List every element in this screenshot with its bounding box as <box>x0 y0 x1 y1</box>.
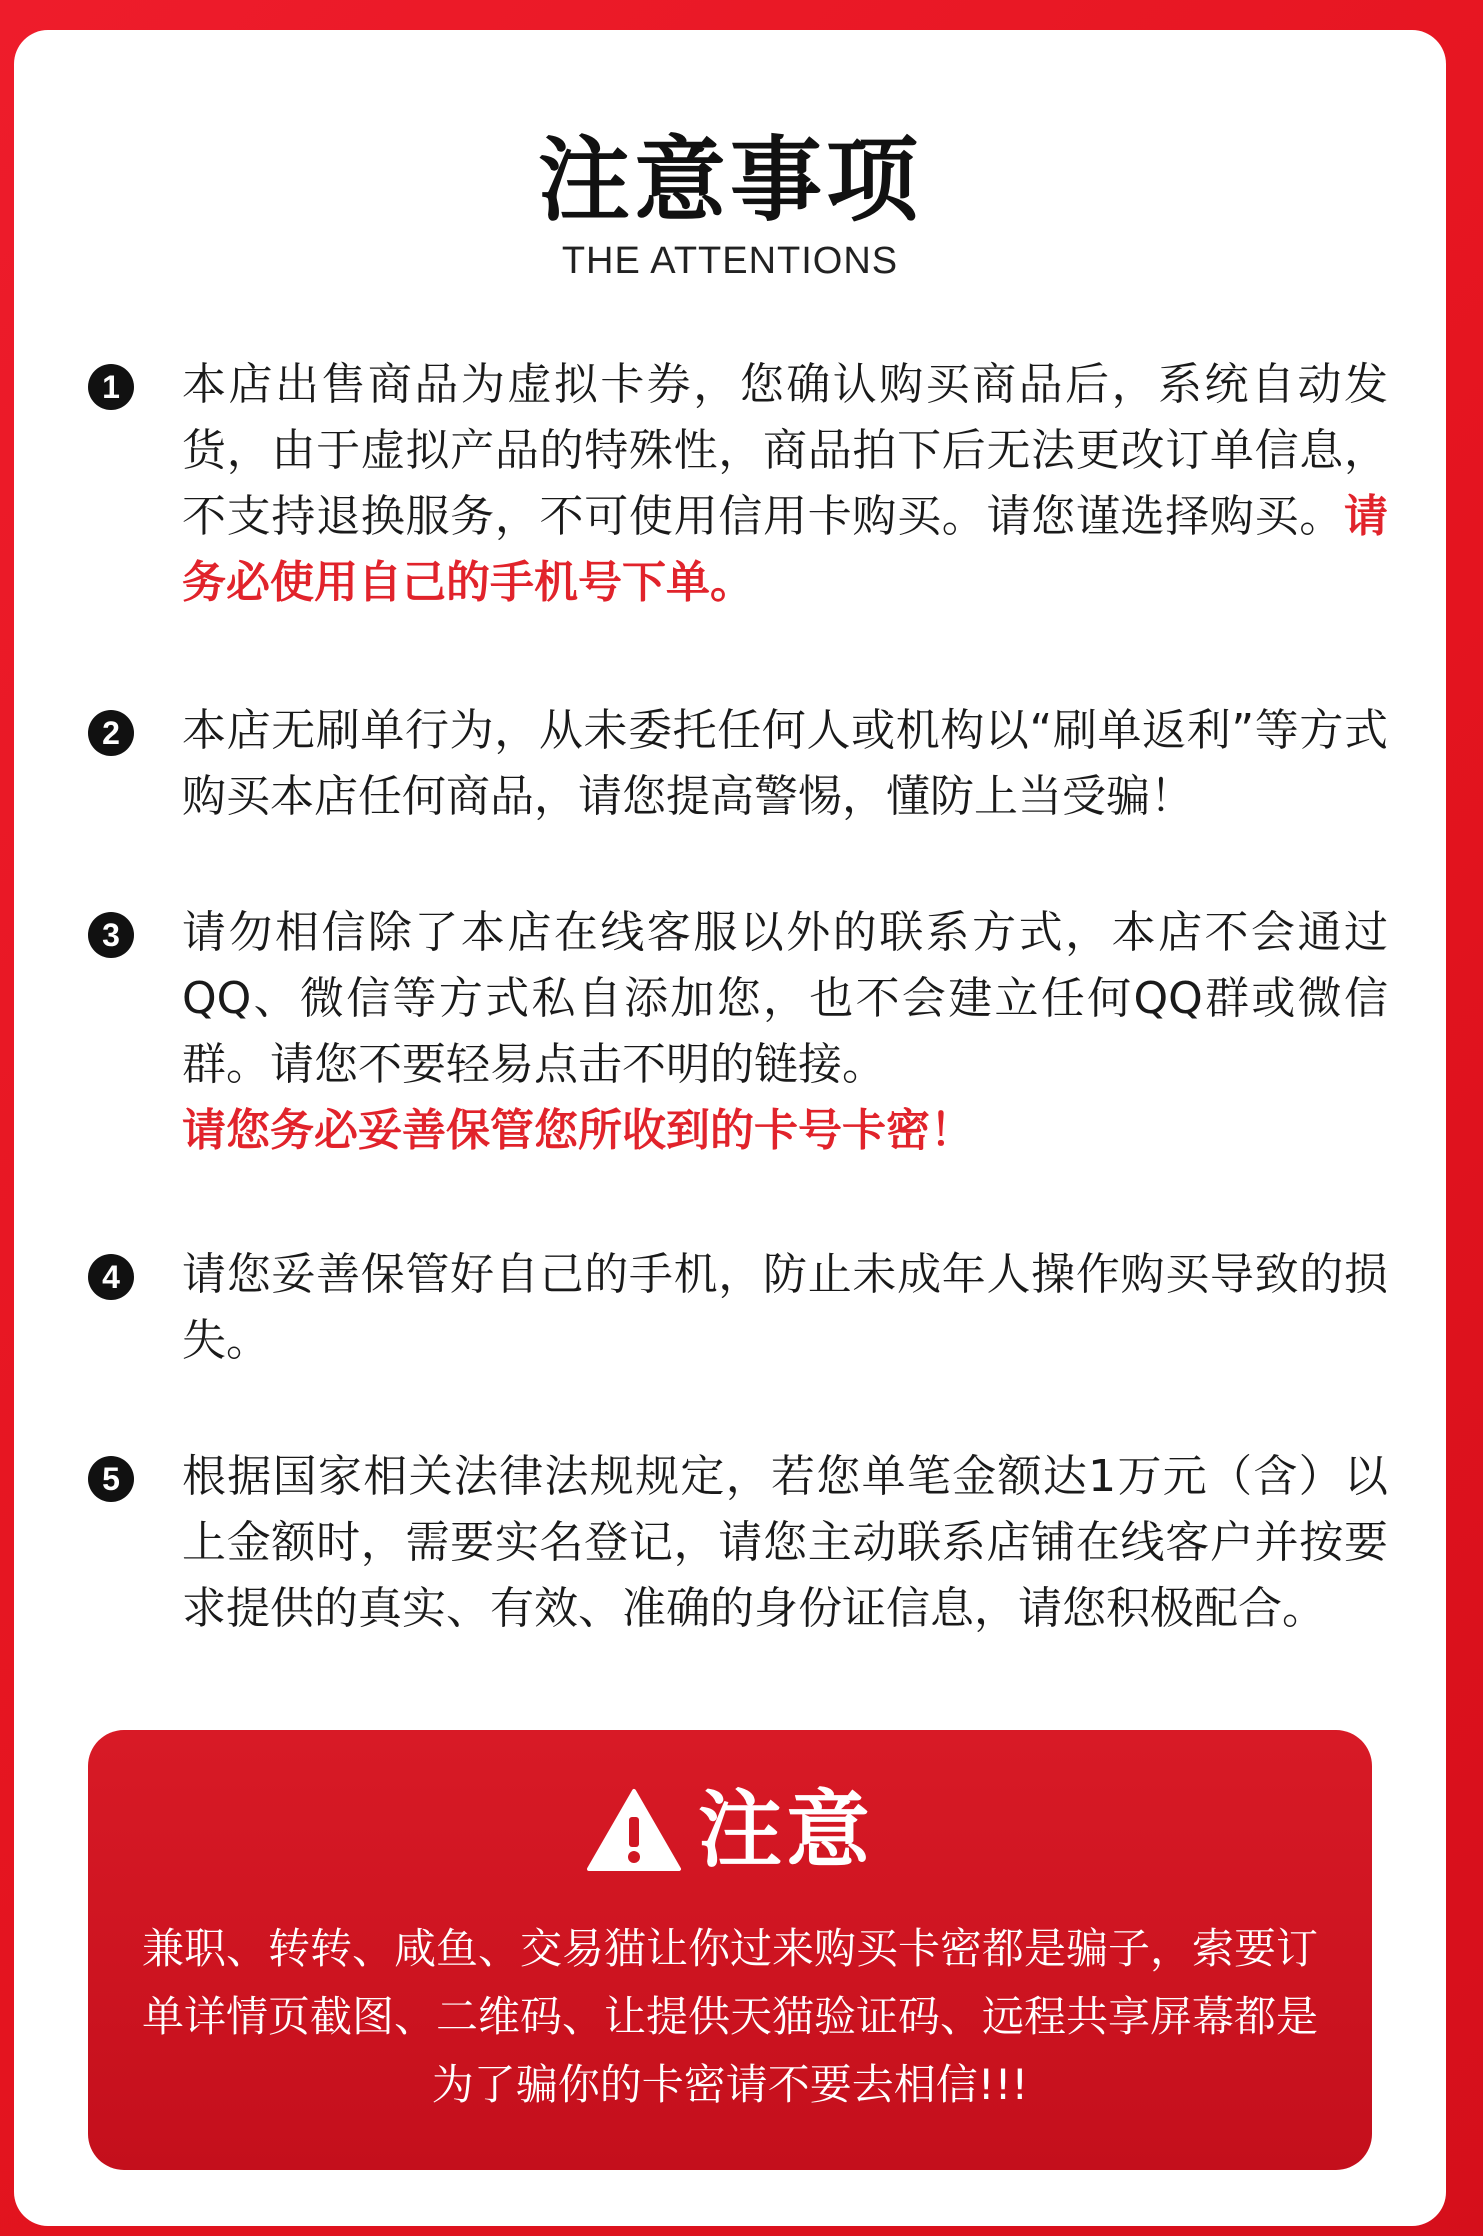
warning-header <box>88 1780 1372 1880</box>
notice-item-1 <box>88 352 1388 616</box>
notice-body-1: 本店出售商品为虚拟卡券，您确认购买商品后，系统自动发货，由于虚拟产品的特殊性，商品拍下后无法更改订单信息，不支持退换服务，不可使用信用卡购买。请您谨选择购买。 <box>182 359 1388 542</box>
notice-text-2 <box>182 698 1388 830</box>
notice-item-4 <box>88 1242 1388 1374</box>
number-badge-2: 2 <box>88 710 134 756</box>
notice-body-3: 请勿相信除了本店在线客服以外的联系方式，本店不会通过QQ、微信等方式私自添加您，也不会建立任何QQ群或微信群。请您不要轻易点击不明的链接。 <box>182 907 1388 1090</box>
notice-text-3 <box>182 900 1388 1164</box>
notice-body-2: 本店无刷单行为，从未委托任何人或机构以“刷单返利”等方式购买本店任何商品，请您提高警惕，懂防上当受骗！ <box>182 705 1388 822</box>
notice-body-4: 请您妥善保管好自己的手机，防止未成年人操作购买导致的损失。 <box>182 1249 1388 1366</box>
notice-body-5: 根据国家相关法律法规规定，若您单笔金额达1万元（含）以上金额时，需要实名登记，请您主动联系店铺在线客户并按要求提供的真实、有效、准确的身份证信息，请您积极配合。 <box>182 1451 1388 1634</box>
number-badge-4: 4 <box>88 1254 134 1300</box>
notice-highlight-1: 请务必使用自己的手机号下单。 <box>182 491 1388 608</box>
page-title: 注意事项 <box>537 127 922 234</box>
number-badge-5: 5 <box>88 1456 134 1502</box>
warning-box <box>88 1730 1372 2170</box>
notice-text-1 <box>182 352 1388 616</box>
notice-text-4 <box>182 1242 1388 1374</box>
warning-text: 兼职、转转、咸鱼、交易猫让你过来购买卡密都是骗子，索要订单详情页截图、二维码、让提供天猫验证码、远程共享屏幕都是为了骗你的卡密请不要去相信!!! <box>141 1924 1318 2109</box>
number-badge-1: 1 <box>88 364 134 410</box>
number-badge-3: 3 <box>88 912 134 958</box>
notice-item-3 <box>88 900 1388 1164</box>
notice-item-2 <box>88 698 1388 830</box>
page-subtitle: THE ATTENTIONS <box>561 240 899 282</box>
notice-highlight-3: 请您务必妥善保管您所收到的卡号卡密！ <box>182 1105 974 1156</box>
notice-item-5 <box>88 1444 1388 1642</box>
notice-text-5 <box>182 1444 1388 1642</box>
warning-title: 注意 <box>697 1781 874 1879</box>
attention-card <box>14 30 1446 2226</box>
warning-triangle-icon <box>586 1787 682 1873</box>
